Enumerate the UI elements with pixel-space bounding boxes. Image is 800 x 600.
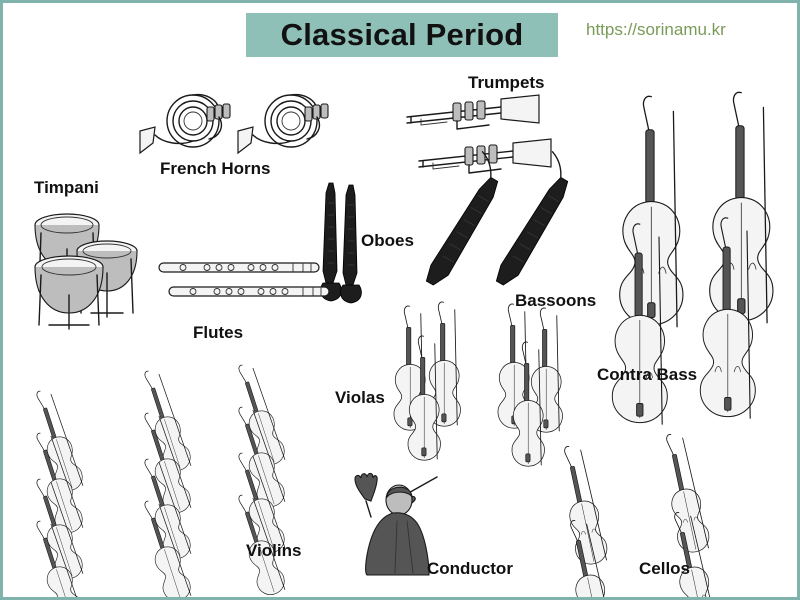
title-banner <box>246 13 558 57</box>
french-horns-illustration <box>135 91 335 161</box>
contra-bass-illustration <box>599 89 789 369</box>
conductor-illustration <box>333 455 453 575</box>
label-flutes: Flutes <box>193 323 244 342</box>
label-cellos: Cellos <box>639 559 691 578</box>
page-title: Classical Period <box>280 17 524 52</box>
timpani-illustration <box>27 199 147 329</box>
site-url: https://sorinamu.kr <box>586 20 726 39</box>
label-oboes: Oboes <box>361 231 414 250</box>
trumpets-illustration <box>401 95 571 185</box>
label-french-horns: French Horns <box>160 159 271 178</box>
label-trumpets: Trumpets <box>468 73 545 92</box>
label-violas: Violas <box>335 388 385 407</box>
label-timpani: Timpani <box>34 178 99 197</box>
violas-illustration <box>385 301 585 441</box>
label-bassoons: Bassoons <box>515 291 597 310</box>
label-violins: Violins <box>246 541 302 560</box>
label-contra-bass: Contra Bass <box>597 365 698 384</box>
label-conductor: Conductor <box>427 559 513 578</box>
flutes-illustration <box>153 255 333 315</box>
